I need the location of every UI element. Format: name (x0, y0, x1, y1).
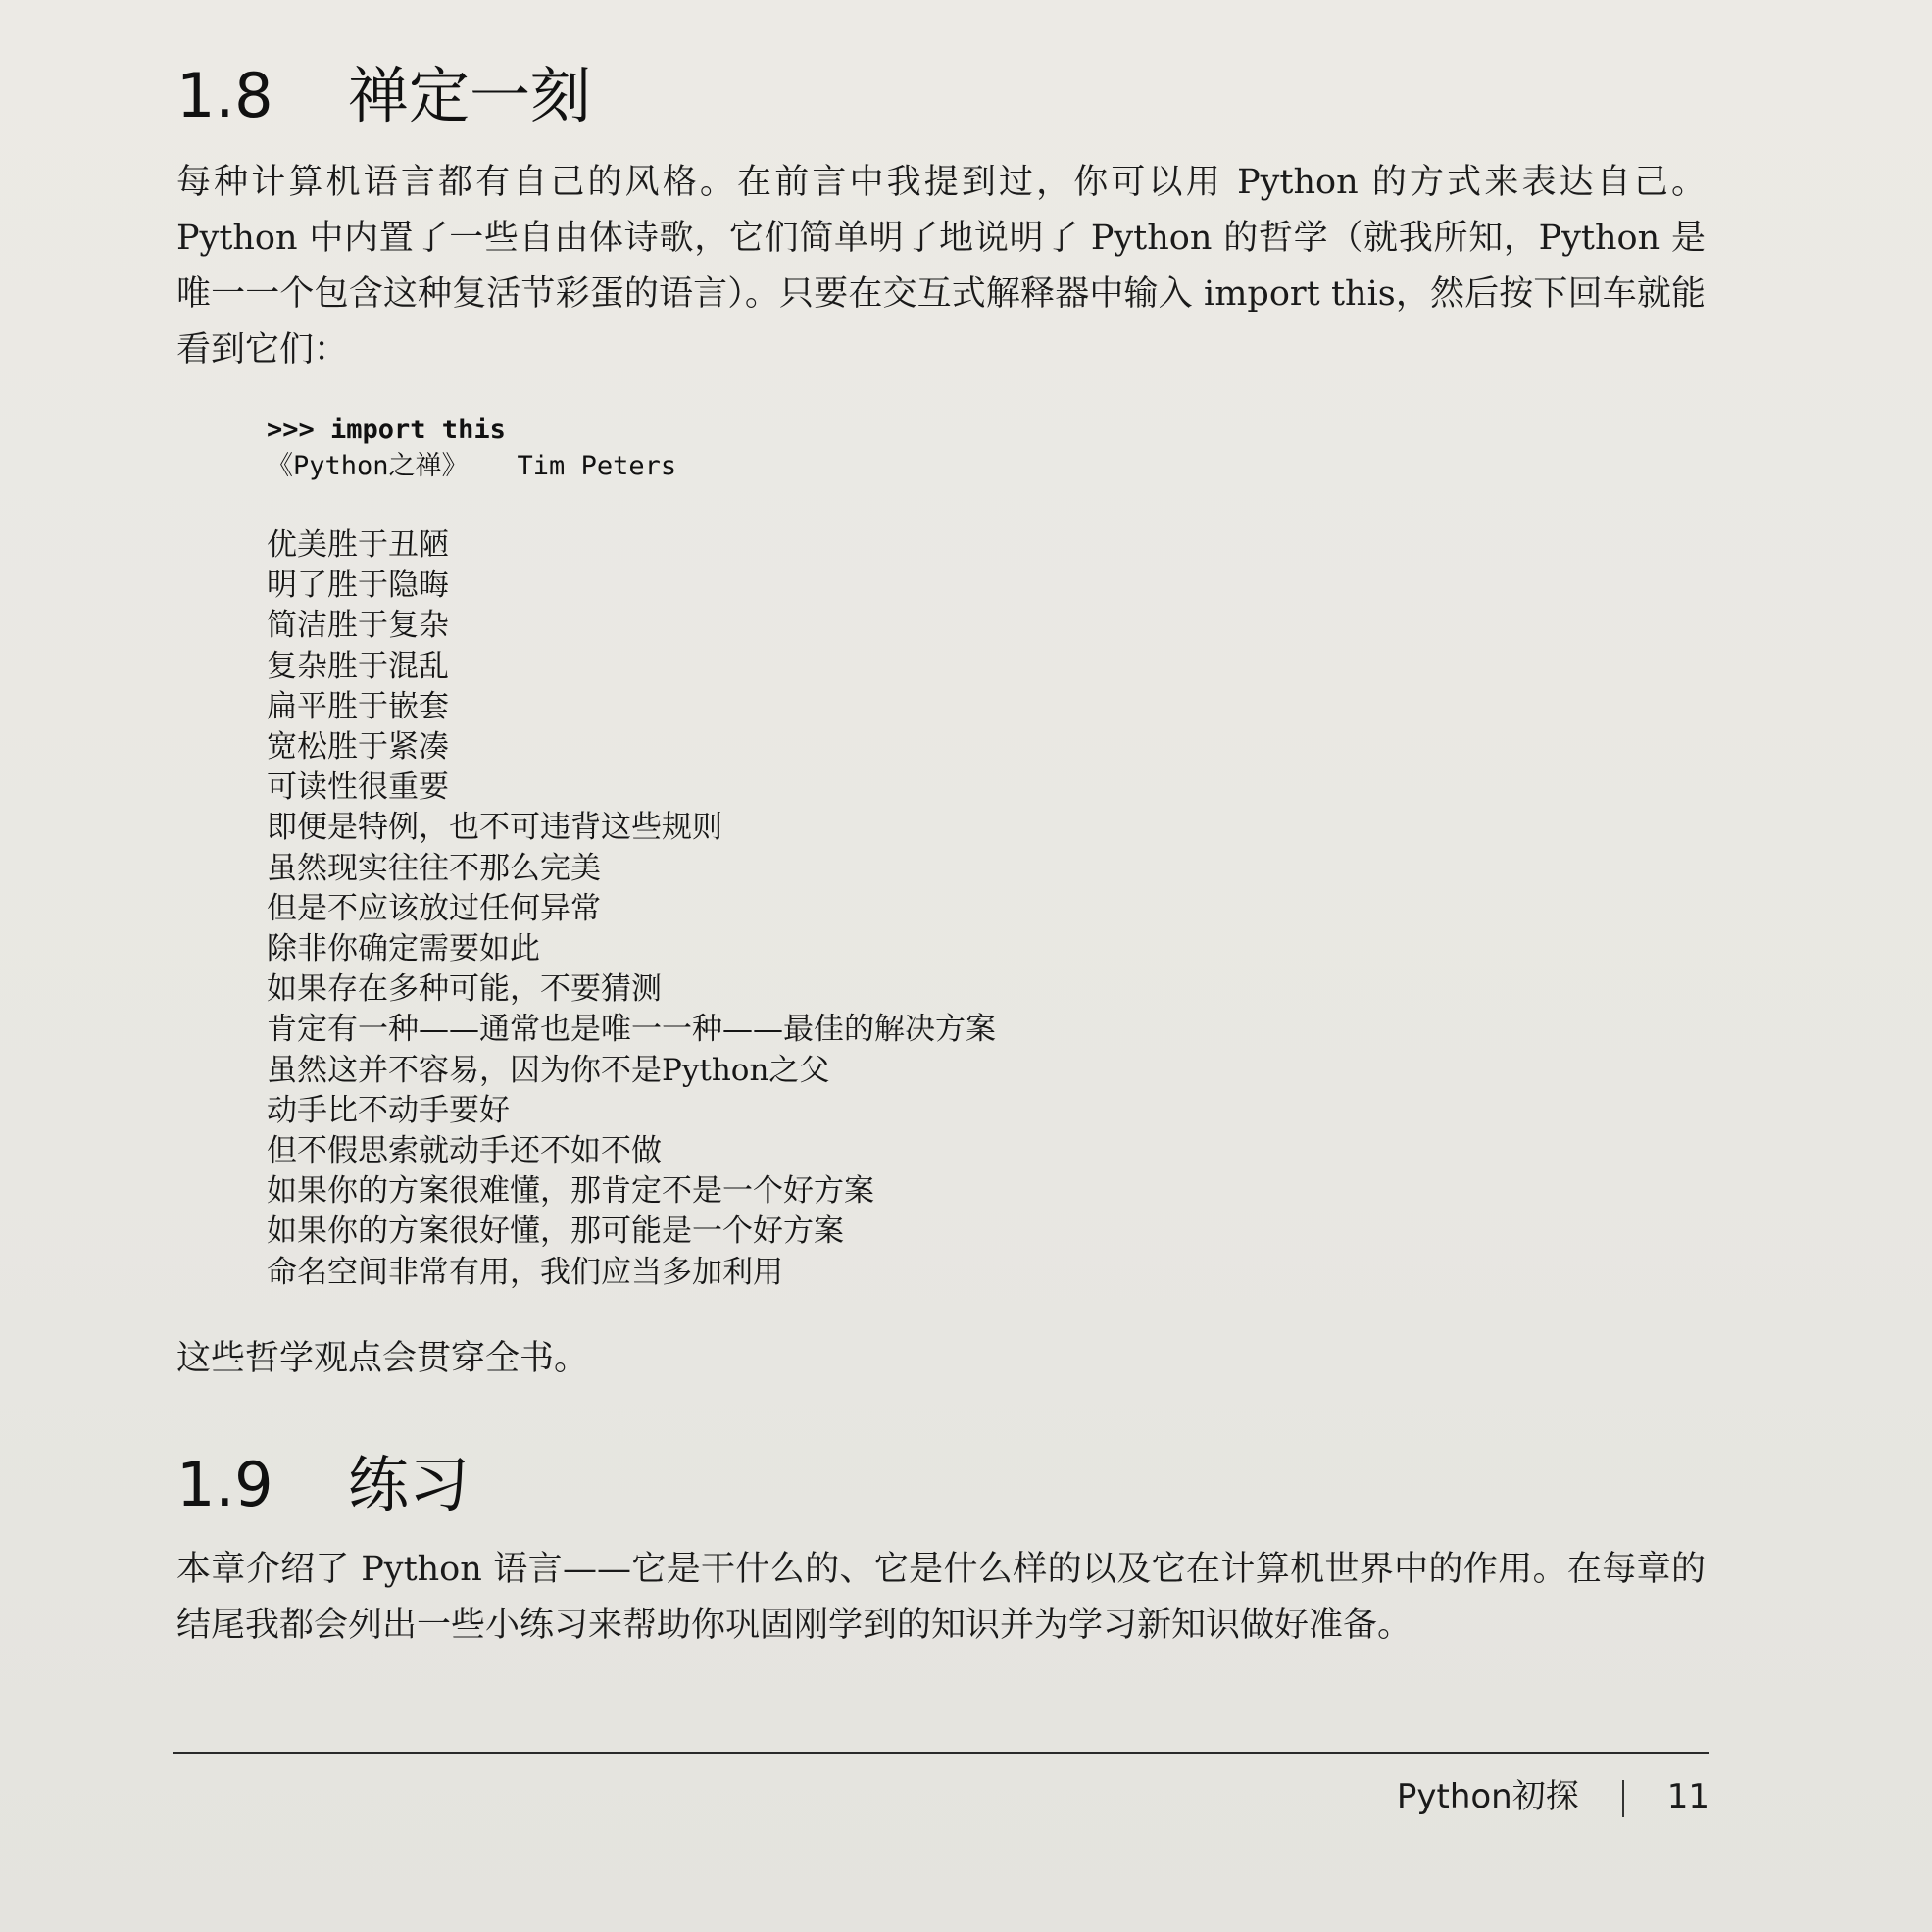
section-title: 禅定一刻 (348, 60, 592, 131)
poem-line: 明了胜于隐晦 (267, 568, 449, 604)
code-prompt: >>> import this (267, 415, 506, 445)
exercise-paragraph: 本章介绍了 Python 语言——它是干什么的、它是什么样的以及它在计算机世界中的作用。在每章的结尾我都会列出一些小练习来帮助你巩固刚学到的知识并为学习新知识做好准备。 (176, 1550, 1706, 1645)
code-block (267, 412, 676, 484)
poem-line: 复杂胜于混乱 (267, 648, 449, 684)
footer-separator (1622, 1780, 1624, 1817)
poem-line: 如果你的方案很难懂，那肯定不是一个好方案 (267, 1173, 874, 1210)
page-footer (1397, 1769, 1709, 1817)
section-title: 练习 (348, 1449, 471, 1520)
poem-line: 即便是特例，也不可违背这些规则 (267, 810, 722, 846)
section-heading-1-9 (176, 1436, 470, 1523)
poem-line: 可读性很重要 (267, 769, 449, 806)
poem-line: 优美胜于丑陋 (267, 527, 449, 563)
closing-paragraph: 这些哲学观点会贯穿全书。 (176, 1339, 589, 1378)
section-number: 1.8 (176, 60, 273, 131)
poem-title: 《Python之禅》 (267, 451, 469, 481)
section-heading-1-8 (176, 47, 591, 134)
poem-line: 虽然这并不容易，因为你不是Python之父 (267, 1052, 830, 1088)
footer-divider (173, 1752, 1709, 1754)
zen-of-python-list (267, 525, 996, 1293)
poem-line: 但是不应该放过任何异常 (267, 890, 601, 926)
poem-header (267, 448, 676, 484)
intro-paragraph: 每种计算机语言都有自己的风格。在前言中我提到过，你可以用 Python 的方式来表达自己。Python 中内置了一些自由体诗歌，它们简单明了地说明了 Python 的哲学（就我所知，Python 是唯一一个包含这种复活节彩蛋的语言）。只要在交互式解释器中输入 import this，然后按下回车就能看到它们： (176, 163, 1706, 370)
poem-line: 如果你的方案很好懂，那可能是一个好方案 (267, 1214, 844, 1250)
poem-line: 但不假思索就动手还不如不做 (267, 1133, 662, 1169)
poem-line: 虽然现实往往不那么完美 (267, 850, 601, 886)
poem-line: 扁平胜于嵌套 (267, 688, 449, 724)
page-number: 11 (1666, 1777, 1709, 1816)
poem-line: 肯定有一种——通常也是唯一一种——最佳的解决方案 (267, 1012, 996, 1048)
poem-line: 命名空间非常有用，我们应当多加利用 (267, 1254, 783, 1290)
poem-author: Tim Peters (517, 451, 677, 481)
poem-line: 除非你确定需要如此 (267, 931, 540, 967)
poem-line: 简洁胜于复杂 (267, 608, 449, 644)
poem-line: 如果存在多种可能，不要猜测 (267, 971, 662, 1008)
poem-line: 动手比不动手要好 (267, 1092, 510, 1128)
section-number: 1.9 (176, 1449, 273, 1520)
poem-line: 宽松胜于紧凑 (267, 729, 449, 766)
chapter-name: Python初探 (1396, 1777, 1579, 1816)
